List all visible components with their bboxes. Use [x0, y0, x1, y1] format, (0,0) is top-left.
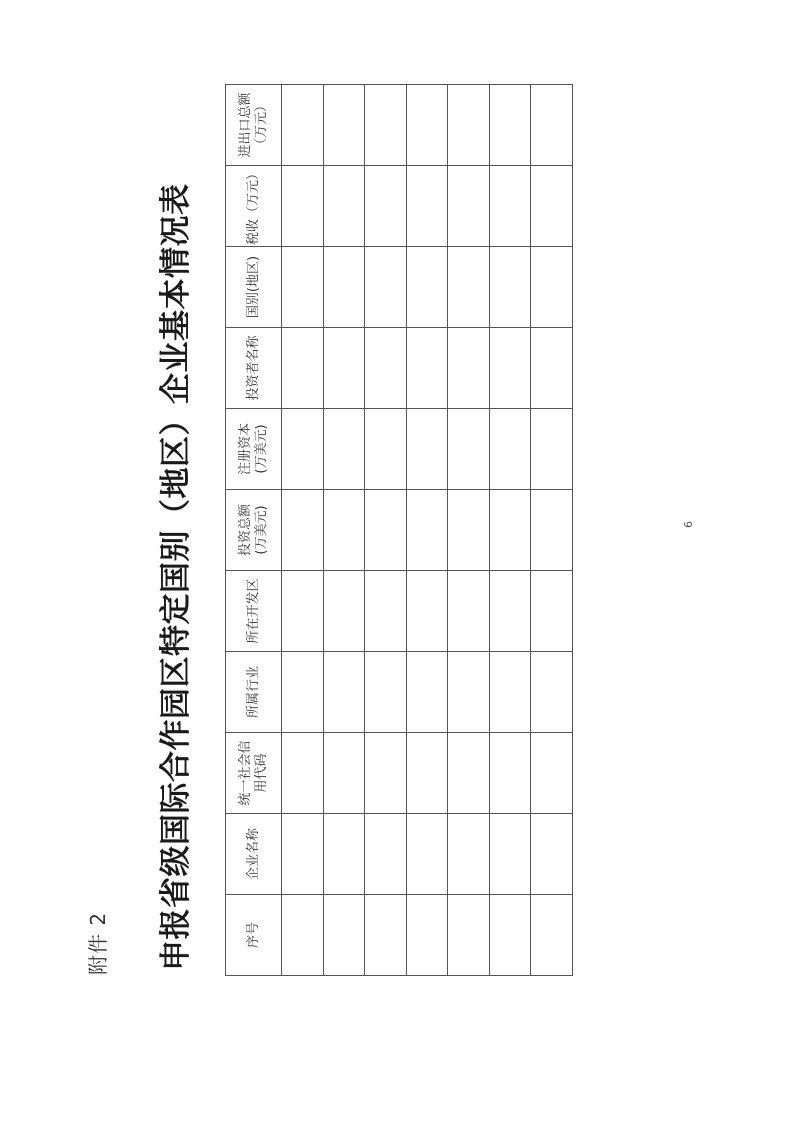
- table-cell[interactable]: [365, 571, 407, 652]
- table-row: [323, 85, 365, 976]
- table-cell[interactable]: [365, 652, 407, 733]
- table-cell[interactable]: [365, 733, 407, 814]
- table-cell[interactable]: [531, 571, 573, 652]
- table-cell[interactable]: [489, 328, 531, 409]
- table-cell[interactable]: [448, 814, 490, 895]
- table-cell[interactable]: [489, 166, 531, 247]
- table-cell[interactable]: [282, 733, 324, 814]
- table-body: [282, 85, 573, 976]
- table-cell[interactable]: [531, 85, 573, 166]
- header-cell: 国别(地区): [226, 247, 282, 328]
- table-cell[interactable]: [406, 571, 448, 652]
- table-cell[interactable]: [406, 733, 448, 814]
- table-cell[interactable]: [406, 328, 448, 409]
- table-cell[interactable]: [282, 247, 324, 328]
- table-cell[interactable]: [323, 490, 365, 571]
- page-number: 6: [682, 521, 695, 528]
- table-cell[interactable]: [448, 409, 490, 490]
- header-cell: 注册资本 (万美元): [226, 409, 282, 490]
- table-cell[interactable]: [282, 166, 324, 247]
- table-cell[interactable]: [406, 166, 448, 247]
- table-cell[interactable]: [323, 895, 365, 976]
- table-cell[interactable]: [323, 166, 365, 247]
- table-cell[interactable]: [489, 85, 531, 166]
- table-cell[interactable]: [365, 490, 407, 571]
- table-row: [531, 85, 573, 976]
- table-cell[interactable]: [448, 247, 490, 328]
- table-cell[interactable]: [406, 895, 448, 976]
- table-cell[interactable]: [323, 247, 365, 328]
- table-cell[interactable]: [489, 409, 531, 490]
- table-cell[interactable]: [448, 490, 490, 571]
- table-cell[interactable]: [406, 85, 448, 166]
- table-cell[interactable]: [323, 409, 365, 490]
- table-cell[interactable]: [282, 328, 324, 409]
- table-row: [489, 85, 531, 976]
- table-row: [365, 85, 407, 976]
- table-cell[interactable]: [282, 490, 324, 571]
- header-cell: 序号: [226, 895, 282, 976]
- table-cell[interactable]: [406, 652, 448, 733]
- table-cell[interactable]: [323, 733, 365, 814]
- table-cell[interactable]: [448, 85, 490, 166]
- table-cell[interactable]: [448, 328, 490, 409]
- table-cell[interactable]: [531, 490, 573, 571]
- table-cell[interactable]: [448, 571, 490, 652]
- table-cell[interactable]: [531, 814, 573, 895]
- table-cell[interactable]: [448, 895, 490, 976]
- table-cell[interactable]: [489, 814, 531, 895]
- table-cell[interactable]: [489, 652, 531, 733]
- attachment-label: 附件 2: [86, 911, 110, 975]
- table-cell[interactable]: [365, 895, 407, 976]
- table-cell[interactable]: [282, 814, 324, 895]
- table-cell[interactable]: [323, 652, 365, 733]
- table-header-row: [226, 85, 282, 976]
- table-cell[interactable]: [406, 247, 448, 328]
- table-cell[interactable]: [323, 328, 365, 409]
- table-cell[interactable]: [282, 652, 324, 733]
- header-cell: 所在开发区: [226, 571, 282, 652]
- table-cell[interactable]: [365, 247, 407, 328]
- table-cell[interactable]: [531, 733, 573, 814]
- table-cell[interactable]: [489, 490, 531, 571]
- table-cell[interactable]: [531, 328, 573, 409]
- table-cell[interactable]: [489, 247, 531, 328]
- table-cell[interactable]: [531, 409, 573, 490]
- table-cell[interactable]: [323, 571, 365, 652]
- header-cell: 进出口总额 （万元）: [226, 85, 282, 166]
- table-cell[interactable]: [365, 409, 407, 490]
- table-cell[interactable]: [323, 85, 365, 166]
- header-cell: 企业名称: [226, 814, 282, 895]
- table-cell[interactable]: [489, 733, 531, 814]
- table-row: [448, 85, 490, 976]
- table-cell[interactable]: [282, 85, 324, 166]
- table-row: [282, 85, 324, 976]
- table-cell[interactable]: [489, 571, 531, 652]
- table-cell[interactable]: [489, 895, 531, 976]
- table-cell[interactable]: [531, 166, 573, 247]
- table-cell[interactable]: [323, 814, 365, 895]
- table-cell[interactable]: [406, 490, 448, 571]
- table-cell[interactable]: [365, 814, 407, 895]
- header-cell: 所属行业: [226, 652, 282, 733]
- page-title: 申报省级国际合作园区特定国别（地区）企业基本情况表: [158, 183, 194, 971]
- header-cell: 投资总额 (万美元): [226, 490, 282, 571]
- header-cell: 税收（万元）: [226, 166, 282, 247]
- table-cell[interactable]: [531, 247, 573, 328]
- table-cell[interactable]: [365, 166, 407, 247]
- table-cell[interactable]: [406, 814, 448, 895]
- enterprise-info-table: [225, 84, 573, 976]
- table-cell[interactable]: [531, 895, 573, 976]
- table-cell[interactable]: [282, 895, 324, 976]
- header-cell: 投资者名称: [226, 328, 282, 409]
- table-cell[interactable]: [365, 328, 407, 409]
- table-cell[interactable]: [406, 409, 448, 490]
- table-cell[interactable]: [282, 571, 324, 652]
- table-cell[interactable]: [531, 652, 573, 733]
- table-cell[interactable]: [448, 166, 490, 247]
- table-cell[interactable]: [448, 652, 490, 733]
- table-cell[interactable]: [282, 409, 324, 490]
- header-cell: 统一社会信 用代码: [226, 733, 282, 814]
- table-cell[interactable]: [448, 733, 490, 814]
- table-cell[interactable]: [365, 85, 407, 166]
- table-row: [406, 85, 448, 976]
